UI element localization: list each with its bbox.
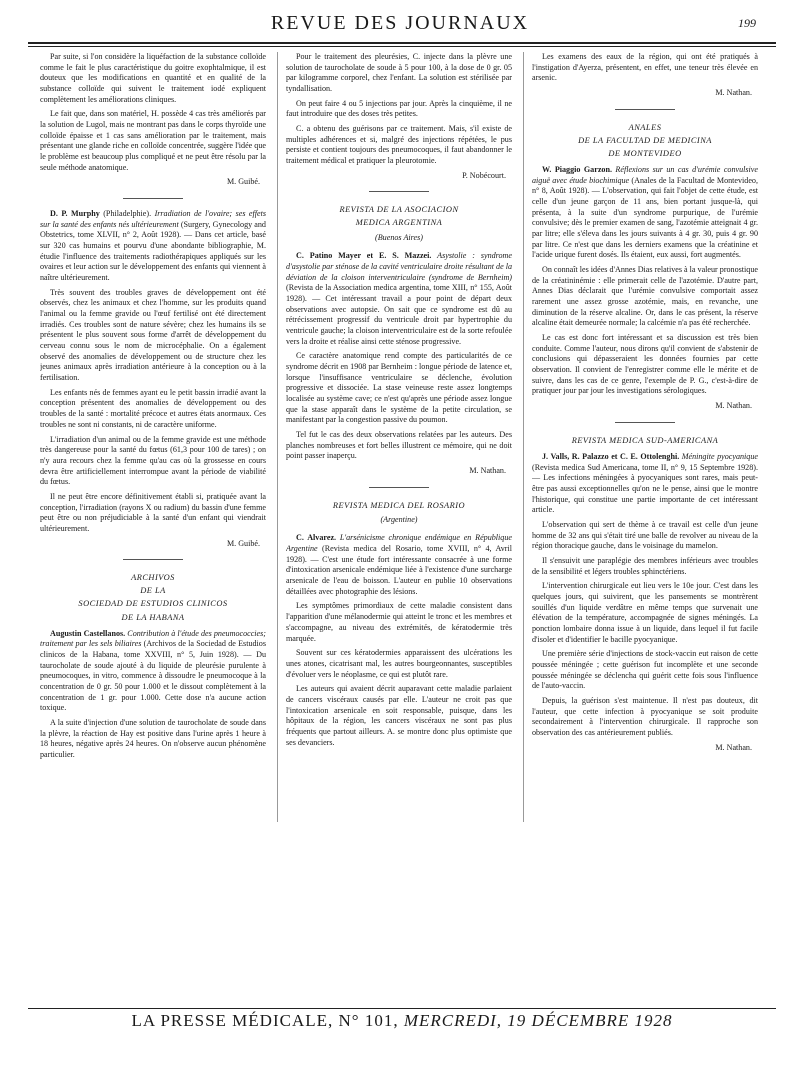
article-author: J. Valls, R. Palazzo et C. E. Ottolenghi.: [542, 451, 680, 461]
paragraph: Tel fut le cas des deux observations relatées par les auteurs. Des planches nombreuses et fort belles illustrent ce mémoire, qui ne doit point passer inaperçu.: [286, 430, 512, 461]
journal-heading: [532, 122, 758, 159]
paragraph: Il s'ensuivit une paraplégie des membres inférieurs avec troubles de la sensibilité et légers troubles sphinctériens.: [532, 555, 758, 576]
journal-heading: [286, 204, 512, 228]
page-number: 199: [738, 16, 756, 30]
paragraph: Il ne peut être encore définitivement établi si, pratiquée avant la conception, l'irradiation (rayons X ou radium) du bassin d'une femme peut être ou non préjudiciable à la santé d'un enfant qui viendrait ultérieurement.: [40, 491, 266, 533]
article-text: (Surgery, Gynecology and Obstetrics, tome XLVII, n° 2, Août 1928). — Dans cet article, basé sur 320 cas humains et pourvu d'une abondante bibliographie, M. étudie l'influence des traitements radiothérapiques appliqués sur les ovaires et leur action sur le développement des enfants qui viennent à naître ultérieurement.: [40, 219, 266, 283]
running-header-title: REVUE DES JOURNAUX: [270, 12, 530, 34]
article-text: (Anales de la Facultad de Montevideo, n° 8, Août 1928). — L'observation, qui fait l'objet de cette étude, est celle d'un jeune garçon de 11 ans, bien portant jusque-là, qui présenta, à la suite d'un syndrome purpurique, de l'urémie convulsive; dès le premier examen de sang, l'azotémie atteignait 4 gr. par litre; elle s'éleva dans les jours suivants à 4 gr. 30, puis 4 gr. 90 par litre. Ce n'est que dans les derniers examens que la créatinine et l'acide urique furent dosés. Ils étaient, eux aussi, fort augmentés.: [532, 175, 758, 260]
article-entry: [286, 533, 512, 597]
column-1: [40, 52, 266, 822]
paragraph: Les auteurs qui avaient décrit auparavant cette maladie parlaient de cancers viscéraux causés par elle. L'auteur ne croit pas que l'intoxication arsenicale en soit responsable, puisque, dans les hôpitaux de la région, les cancers viscéraux ne sont pas plus fréquents que partout ailleurs. A. se montre donc plus optimiste que ses devanciers.: [286, 684, 512, 747]
signature: M. Guibé.: [226, 538, 260, 548]
signature: M. Guibé.: [226, 177, 260, 187]
journal-heading-line: ANALES: [628, 122, 662, 132]
article-entry: [286, 251, 512, 347]
article-text: (Revista de la Association medica argentina, tome XIII, n° 155, Août 1928). — Cet intéressant travail a pour point de départ deux observations avec autopsie. On sait que ce syndrome est dû au rétrécissement progressif du ventricule droit par hypertrophie du ventricule gauche; la cloison interventriculaire est de la sorte refoulée vers la droite et réalise ainsi cette sténose progressive.: [286, 283, 512, 346]
article-text: (Revista medica del Rosario, tome XVIII, n° 4, Avril 1928). — C'est une étude fort intéressante consacrée à une forme d'intoxication arsenicale endémique liée à l'existence d'une surcharge arsenicale de l'eau de boisson. L'auteur en publie 10 observations détaillées avec photographie des lésions.: [286, 544, 512, 596]
article-title: Contribution à l'étude des pneumococcies; traitement par les sels biliaires: [40, 628, 266, 649]
journal-heading-line: SOCIEDAD DE ESTUDIOS CLINICOS: [78, 599, 228, 609]
footer: [28, 1011, 776, 1031]
article-author: C. Alvarez.: [296, 533, 337, 543]
article-title: L'arsénicisme chronique endémique en République Argentine: [286, 533, 512, 554]
article-title: Irradiation de l'ovaire; ses effets sur la santé des enfants nés ultérieurement: [40, 209, 266, 229]
column-divider: [523, 52, 524, 822]
signature: M. Nathan.: [715, 742, 752, 752]
journal-heading-line: REVISTA MEDICA DEL ROSARIO: [332, 500, 466, 510]
separator: [369, 191, 429, 192]
article-entry: [40, 629, 266, 714]
journal-heading-line: DE LA FACULTAD DE MEDICINA: [578, 135, 712, 145]
article-title: Méningite pyocyanique: [679, 451, 758, 461]
paragraph: Par suite, si l'on considère la liquéfaction de la substance colloïde comme le fait le plus caractéristique du goitre exophtalmique, il est douteux que les modifications en quantité et en qualité de la substance colloïde qui suivent le traitement iodé expliquent complètement les améliorations cliniques.: [40, 52, 266, 104]
separator: [123, 198, 183, 199]
journal-subheading: (Buenos Aires): [375, 232, 423, 242]
column-2: [286, 52, 512, 822]
article-place: (Philadelphie).: [99, 209, 155, 219]
journal-heading-line: DE LA: [140, 586, 166, 596]
journal-heading-line: DE LA HABANA: [121, 612, 185, 622]
article-entry: [532, 452, 758, 516]
journal-subheading: (Argentine): [380, 514, 418, 524]
journal-heading-line: DE MONTEVIDEO: [608, 148, 682, 158]
article-entry: [40, 209, 266, 284]
paragraph: Ce caractère anatomique rend compte des particularités de ce syndrome décrit en 1908 par Bernheim : longue période de latence et, lorsque l'insuffisance ventriculaire se déclenche, évolution progressive et dissociée. La stase veineuse reste assez longtemps localisée au système cave; ce n'est qu'après une période assez longue que la stase apparaît dans le système de la petite circulation, se manifestant par la congestion passive du poumon.: [286, 351, 512, 425]
paragraph: Les enfants nés de femmes ayant eu le petit bassin irradié avant la conception présentent des anomalies de développement ou des troubles de la santé : mortalité précoce et autres états anormaux. Ces troubles ne sont ni constants, ni de caractère uniforme.: [40, 387, 266, 429]
column-3: [532, 52, 758, 822]
journal-heading: [40, 572, 266, 622]
article-author: C. Patino Mayer et E. S. Mazzei.: [296, 251, 432, 261]
article-text: (Archivos de la Sociedad de Estudios clinicos de la Habana, tome XXVIII, n° 5, Juin 1928). — Du taurocholate de soude ajouté à du liquide de pleurésie purulente à pneumocoques, in vitro, commence à dissoudre le pneumocoque à la concentration de 0 gr. 50 pour 1.000 et le dissout complètement à la concentration de 1 gr. pour 1.000. Cette dose n'a aucune action toxique.: [40, 639, 266, 713]
footer-date: MERCREDI, 19 DÉCEMBRE 1928: [403, 1011, 673, 1030]
separator: [123, 559, 183, 560]
journal-heading-line: REVISTA DE LA ASOCIACION: [339, 205, 459, 215]
paragraph: Le cas est donc fort intéressant et sa discussion est très bien conduite. Comme l'auteur, nous dirons qu'il convient de s'abstenir de conclusions qui dépasseraient les données fournies par cette observation. Il convient de l'enregistrer comme elle le mérite et de suivre, dans les cas de ce genre, l'exemple de P. G., c'est-à-dire de pratiquer jour par jour les investigations sérologiques.: [532, 333, 758, 396]
paragraph: L'intervention chirurgicale eut lieu vers le 10e jour. C'est dans les quelques jours, qui suivirent, que les pansements se montrèrent souillés d'un liquide verdâtre en même temps que survenait une élévation de la température, accompagnée de signes méningés. La ponction lombaire donna issue à un liquide, dans lequel il fut facile d'isoler et d'identifier le bacille pyocyanique.: [532, 581, 758, 644]
journal-heading-line: REVISTA MEDICA SUD-AMERICANA: [571, 435, 719, 445]
paragraph: L'observation qui sert de thème à ce travail est celle d'un jeune homme de 32 ans qui s'était tiré une balle de revolver au niveau de la région thoracique gauche, dans le voisinage du mamelon.: [532, 519, 758, 551]
paragraph: Souvent sur ces kératodermies apparaissent des ulcérations les unes atones, cicatrisant mal, les autres bourgeonnantes, susceptibles d'évoluer vers le néoplasme, ce qui est plutôt rare.: [286, 648, 512, 679]
footer-rule: [28, 1008, 776, 1009]
journal-heading: [286, 500, 512, 511]
signature: M. Nathan.: [715, 401, 752, 411]
article-title: Asystolie : syndrome d'asystolie par sténose de la cavité ventriculaire droite résultant de la déviation de la cloison interventriculaire (syndrome de Bernheim): [286, 251, 512, 282]
paragraph: Très souvent des troubles graves de développement ont été observés, chez les animaux et chez l'homme, sur les produits quand l'animal ou la femme gravide ou l'œuf fertilisé ont été directement irradiés. Ces troubles sont de nature sévère; chez les humains ils se présentent le plus souvent sous forme d'arrêt de développement du cerveau connu sous le nom de microcéphalie. On a également observé des anomalies de développement ou de structure chez les jeunes animaux après irradiation antérieure à la conception ou à la fertilisation.: [40, 287, 266, 383]
separator: [615, 422, 675, 423]
paragraph: Le fait que, dans son matériel, H. possède 4 cas très améliorés par la solution de Lugol, mais ne montrant pas dans le corps thyroïde une colloïde épaisse et 1 cas sans amélioration par le traitement, mais présentant une glande riche en colloïde concentrée, suggère l'idée que le problème est beaucoup plus compliqué et ne peut être résolu par la seule méthode anatomique.: [40, 109, 266, 172]
header-rule: [28, 42, 776, 47]
paragraph: On peut faire 4 ou 5 injections par jour. Après la cinquième, il ne faut introduire que des doses très petites.: [286, 98, 512, 119]
paragraph: Pour le traitement des pleurésies, C. injecte dans la plèvre une solution de taurocholate de soude à 5 pour 100, à la dose de 0 gr. 05 par kilogramme corporel, chez l'enfant. La solution est stérilisée par tyndallisation.: [286, 52, 512, 94]
paragraph: C. a obtenu des guérisons par ce traitement. Mais, s'il existe de multiples adhérences et si, malgré des injections répétées, le pus persiste et contient toujours des pneumocoques, il faut abandonner le traitement médical et pratiquer la pleurotomie.: [286, 124, 512, 166]
paragraph: L'irradiation d'un animal ou de la femme gravide est une méthode très dangereuse pour la santé du fœtus (61,3 pour 100 de tares) ; on n'y aura recours chez la femme qu'au cas où la grossesse en cours devra être artificiellement interrompue avant la période de viabilité du fœtus.: [40, 434, 266, 487]
journal-heading: [532, 435, 758, 446]
paragraph: Les symptômes primordiaux de cette maladie consistent dans l'apparition d'une mélanodermie qui atteint le tronc et les membres et s'accompagne, au niveau des extrémités, de kératodermie très marquée.: [286, 601, 512, 643]
paragraph: Une première série d'injections de stock-vaccin eut raison de cette poussée méningée ; cette guérison fut incomplète et une seconde poussée méningée se déclencha qui guérit cette fois sous l'influence de l'auto-vaccin.: [532, 649, 758, 691]
signature: M. Nathan.: [469, 466, 506, 476]
article-author: W. Piaggio Garzon.: [542, 164, 612, 174]
paragraph: Depuis, la guérison s'est maintenue. Il n'est pas douteux, dit l'auteur, que cette infection à pyocyanique se soit produite secondairement à l'intervention chirurgicale. Il rapproche son observation des cas antérieurement publiés.: [532, 695, 758, 737]
paragraph: A la suite d'injection d'une solution de taurocholate de soude dans la plèvre, la réaction de Hay est positive dans l'urine après 1 heure à 18 heures, négative après 24 heures. On n'observe aucun phénomène particulier.: [40, 717, 266, 759]
column-divider: [277, 52, 278, 822]
paragraph: On connaît les idées d'Annes Dias relatives à la valeur pronostique de la créatininémie : elle primerait celle de l'azotémie. D'autre part, Annes Dias déclarait que l'urémie convulsive comportait assez rarement une assez grosse azotémie, mais, en revanche, une diminution de la réserve alcaline. Or, dans le cas présent, la réserve alcaline était demeurée normale; la calcémie n'a pas été recherchée.: [532, 265, 758, 328]
journal-heading-line: ARCHIVOS: [131, 573, 175, 583]
paragraph: Les examens des eaux de la région, qui ont été pratiqués à l'instigation d'Ayerza, présentent, en effet, une teneur très élevée en arsenic.: [532, 52, 758, 83]
article-entry: [532, 165, 758, 261]
footer-journal: LA PRESSE MÉDICALE, N° 101,: [131, 1011, 399, 1030]
article-author: D. P. Murphy: [50, 209, 100, 219]
separator: [615, 109, 675, 110]
journal-heading-line: MEDICA ARGENTINA: [355, 218, 443, 228]
article-title: Réflexions sur un cas d'urémie convulsive aiguë avec étude biochimique: [532, 164, 758, 185]
article-author: Augustin Castellanos.: [50, 628, 126, 638]
separator: [369, 487, 429, 488]
article-text: (Revista medica Sud Americana, tome II, n° 9, 15 Septembre 1928). — Les infections méningées à pyocyaniques sont rares, mais peut-être pas aussi exceptionnelles qu'on ne le pense, ainsi que le montre l'historique, qui constitue une partie importante de cet intéressant article.: [532, 462, 758, 515]
signature: P. Nobécourt.: [462, 170, 506, 180]
signature: M. Nathan.: [715, 88, 752, 98]
